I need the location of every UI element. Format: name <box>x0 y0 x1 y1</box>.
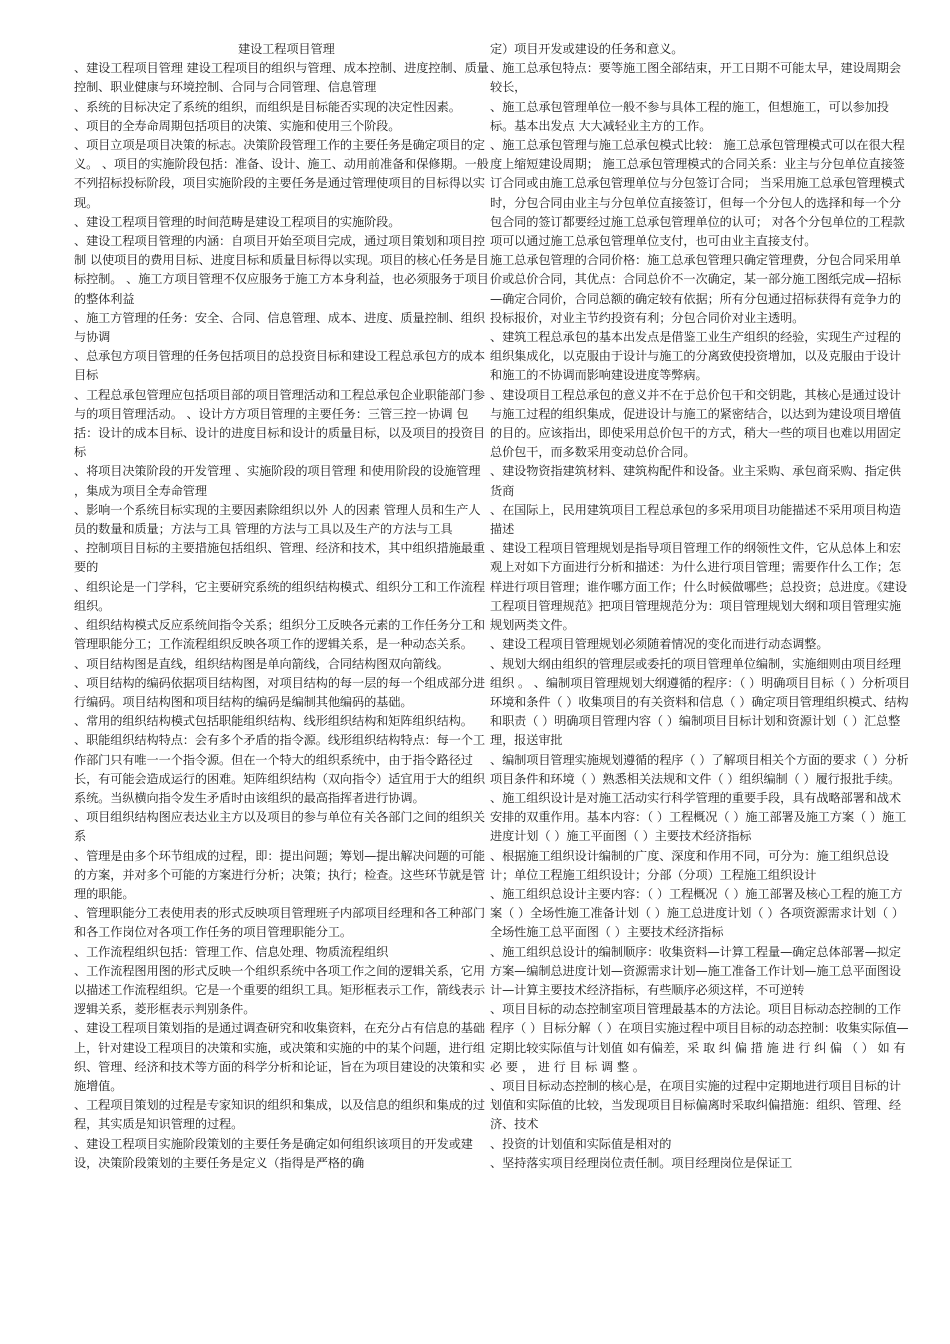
left-text-column <box>74 40 492 1304</box>
paragraph: 施工总承包管理的合同价格：施工总承包管理只确定管理费，分包合同采用单价或总价合同，其优点：合同总价不一次确定，某一部分施工图纸完成—招标—确定合同价，合同总额的确定较有依据；所有分包通过招标获得有竞争力的投标报价，对业主节约投资有利；分包合同价对业主透明。 <box>490 253 901 325</box>
paragraph: 、施工组织总设计主要内容：（ ）工程概况（ ）施工部署及核心工程的施工方案（ ）全场性施工准备计划（ ）施工总进度计划（ ）各项资源需求计划（ ）全场性施工总平面图（ ）主要技术经济指标 <box>490 886 904 940</box>
paragraph: 、工作流程组织包括：管理工作、信息处理、物质流程组织 <box>74 944 389 959</box>
document-heading: 建设工程项目管理 <box>238 42 335 56</box>
paragraph: 、建设物资指建筑材料、建筑构配件和设备。业主采购、承包商采购、指定供货商 <box>490 464 901 498</box>
paragraph: 、组织结构模式反应系统间指令关系；组织分工反映各元素的工作任务分工和管理职能分工；工作流程组织反映各项工作的逻辑关系，是一种动态关系。 <box>74 618 485 652</box>
paragraph: 、职能组织结构特点：会有多个矛盾的指令源。线形组织结构特点：每一个工作部门只有唯一一个指令源。但在一个特大的组织系统中，由于指令路径过长，有可能会造成运行的困难。矩阵组织结构（双向指令）适宜用于大的组织系统。当纵横向指令发生矛盾时由该组织的最高指挥者进行协调。 <box>74 733 485 805</box>
paragraph: 、建筑工程总承包的基本出发点是借鉴工业生产组织的经验，实现生产过程的组织集成化，以克服由于设计与施工的分离致使投资增加，以及克服由于设计和施工的不协调而影响建设进度等弊病。 <box>490 330 901 383</box>
paragraph: 、在国际上，民用建筑项目工程总承包的多采用项目功能描述不采用项目构造描述 <box>490 502 901 537</box>
paragraph: 、常用的组织结构模式包括职能组织结构、线形组织结构和矩阵组织结构。 <box>74 714 473 729</box>
right-text-column <box>490 40 910 1304</box>
paragraph: 、项目结构的编码依据项目结构图，对项目结构的每一层的每一个组成部分进行编码。项目结构图和项目结构的编码是编制其他编码的基础。 <box>74 675 485 709</box>
paragraph: 、建设工程项目管理 建设工程项目的组织与管理、成本控制、进度控制、质量控制、职业健康与环境控制、合同与合同管理、信息管理 <box>74 61 489 95</box>
paragraph: 、建设工程项目管理规划是指导项目管理工作的纲领性文件，它从总体上和宏观上对如下方面进行分析和描述：为什么进行项目管理；需要作什么工作；怎样进行项目管理；谁作哪方面工作；什么时候做哪些；总投资；总进度。《建设工程项目管理规范》把项目管理规范分为：项目管理规划大纲和项目管理实施规划两类文件。 <box>490 541 907 633</box>
paragraph: 、管理是由多个环节组成的过程，即：提出问题；筹划—提出解决问题的可能的方案，并对多个可能的方案进行分析；决策；执行；检查。这些环节就是管理的职能。 <box>74 848 485 901</box>
paragraph: 、建设工程项目实施阶段策划的主要任务是确定如何组织该项目的开发或建设，决策阶段策划的主要任务是定义（指得是严格的确 <box>74 1136 473 1170</box>
paragraph: 、项目组织结构图应表达业主方以及项目的参与单位有关各部门之间的组织关系 <box>74 810 485 844</box>
paragraph: 、施工组织总设计的编制顺序：收集资料—计算工程量—确定总体部署—拟定方案—编制总进度计划—资源需求计划—施工准备工作计划—施工总平面图设计—计算主要技术经济指标，有些顺序必须这样，不可逆转 <box>490 944 901 997</box>
paragraph: 、建设项目工程总承包的意义并不在于总价包干和交钥匙，其核心是通过设计与施工过程的组织集成，促进设计与施工的紧密结合，以达到为建设项目增值的目的。应该指出，即使采用总价包干的方式，稍大一些的项目也难以用固定总价包干，而多数采用变动总价合同。 <box>490 387 901 460</box>
paragraph: 、总承包方项目管理的任务包括项目的总投资目标和建设工程总承包方的成本目标 <box>74 349 485 383</box>
paragraph: 、施工方管理的任务：安全、合同、信息管理、成本、进度、质量控制、组织与协调 <box>74 310 485 345</box>
paragraph: 、管理职能分工表使用表的形式反映项目管理班子内部项目经理和各工种部门和各工作岗位对各项工作任务的项目管理职能分工。 <box>74 906 485 940</box>
paragraph: 、工程项目策划的过程是专家知识的组织和集成，以及信息的组织和集成的过程，其实质是知识管理的过程。 <box>74 1098 485 1132</box>
paragraph: 、建设工程项目管理规划必须随着情况的变化而进行动态调整。 <box>490 637 829 652</box>
paragraph: 定）项目开发或建设的任务和意义。 <box>490 42 684 56</box>
paragraph: 、工作流程图用图的形式反映一个组织系统中各项工作之间的逻辑关系，它用以描述工作流程组织。它是一个重要的组织工具。矩形框表示工作，箭线表示逻辑关系，菱形框表示判别条件。 <box>74 963 485 1017</box>
paragraph: 、项目目标动态控制的核心是，在项目实施的过程中定期地进行项目目标的计划值和实际值的比较，当发现项目目标偏离时采取纠偏措施：组织、管理、经济、技术 <box>490 1078 901 1132</box>
paragraph: 、影响一个系统目标实现的主要因素除组织以外 人的因素 管理人员和生产人员的数量和质量；方法与工具 管理的方法与工具以及生产的方法与工具 <box>74 502 481 537</box>
paragraph: 、投资的计划值和实际值是相对的 <box>490 1136 672 1151</box>
paragraph: 、建设工程项目策划指的是通过调查研究和收集资料，在充分占有信息的基础上，针对建设工程项目的决策和实施，或决策和实施的中的某个问题，进行组织、管理、经济和技术等方面的科学分析和论证，旨在为项目建设的决策和实施增值。 <box>74 1021 485 1093</box>
paragraph: 、项目结构图是直线，组织结构图是单向箭线，合同结构图双向箭线。 <box>74 656 449 671</box>
paragraph: 、坚持落实项目经理岗位责任制。项目经理岗位是保证工 <box>490 1155 793 1170</box>
paragraph: 、控制项目目标的主要措施包括组织、管理、经济和技术，其中组织措施最重要的 <box>74 541 485 575</box>
paragraph: 、编制项目管理实施规划遵循的程序（ ）了解项目相关个方面的要求（ ）分析项目条件和环境（ ）熟悉相关法规和文件（ ）组织编制（ ）履行报批手续。 、施工组织设计是对施工活动实行科学管理的重要手段，具有战略部署和战术安排的双重作用。基本内容：（ ）工程概况（ ）施工部署及施工方案（ ）施工进度计划（ ）施工平面图（ ）主要技术经济指标 <box>490 752 909 844</box>
paragraph: 、建设工程项目管理的时间范畴是建设工程项目的实施阶段。 <box>74 214 401 229</box>
paragraph: 、建设工程项目管理的内涵：自项目开始至项目完成，通过项目策划和项目控制 以使项目的费用目标、进度目标和质量目标得以实现。项目的核心任务是目标控制。 、施工方项目管理不仅应服务于施工方本身利益，也必须服务于项目的整体利益 <box>74 234 489 306</box>
paragraph: 、项目的全寿命周期包括项目的决策、实施和使用三个阶段。 <box>74 118 401 133</box>
paragraph: 、工程总承包管理应包括项目部的项目管理活动和工程总承包企业职能部门参与的项目管理活动。 、设计方方项目管理的主要任务：三管三控一协调 包括：设计的成本目标、设计的进度目标和设计的质量目标，以及项目的投资目标 <box>74 387 485 460</box>
paragraph: 、施工总承包特点：要等施工图全部结束，开工日期不可能太早，建设周期会较长， <box>490 61 901 95</box>
paragraph: 、根据施工组织设计编制的广度、深度和作用不同，可分为：施工组织总设计；单位工程施工组织设计；分部（分项）工程施工组织设计 <box>490 848 889 882</box>
paragraph: 、系统的目标决定了系统的组织，而组织是目标能否实现的决定性因素。 <box>74 99 461 114</box>
paragraph: 、施工总承包管理与施工总承包模式比较： 施工总承包管理模式可以在很大程度上缩短建设周期； 施工总承包管理模式的合同关系：业主与分包单位直接签订合同或由施工总承包管理单位与分包签订合同； 当采用施工总承包管理模式时，分包合同由业主与分包单位直接签订，但每一个分包人的选择和每一个分包合同的签订都要经过施工总承包管理单位的认可； 对各个分包单位的工程款项可以通过施工总承包管理单位支付，也可由业主直接支付。 <box>490 138 905 249</box>
paragraph: 、规划大纲由组织的管理层或委托的项目管理单位编制，实施细则由项目经理组织 。 、编制项目管理规划大纲遵循的程序：（ ）明确项目目标（ ）分析项目环境和条件（ ）收集项目的有关资料和信息（ ）确定项目管理组织模式、结构和职责（ ）明确项目管理内容（ ）编制项目目标计划和资源计划（ ）汇总整理，报送审批 <box>490 656 910 748</box>
paragraph: 、组织论是一门学科，它主要研究系统的组织结构模式、组织分工和工作流程组织。 <box>74 579 485 613</box>
paragraph: 、项目目标的动态控制室项目管理最基本的方法论。项目目标动态控制的工作程序（ ）目标分解（ ）在项目实施过程中项目目标的动态控制：收集实际值—定期比较实际值与计划值 如有偏差，采 取 纠 偏 措 施 进 行 纠 偏 （ ） 如 有 必 要 ， 进 行 目 标 调 整 。 <box>490 1002 909 1074</box>
paragraph: 、项目立项是项目决策的标志。决策阶段管理工作的主要任务是确定项目的定义。 、项目的实施阶段包括：准备、设计、施工、动用前准备和保修期。一般不列招标投标阶段，项目实施阶段的主要任务是通过管理使项目的目标得以实现。 <box>74 138 489 210</box>
paragraph: 、施工总承包管理单位一般不参与具体工程的施工，但想施工，可以参加投标。基本出发点 大大减轻业主方的工作。 <box>490 99 889 133</box>
paragraph: 、将项目决策阶段的开发管理 、实施阶段的项目管理 和使用阶段的设施管理 ，集成为项目全寿命管理 <box>74 464 481 498</box>
